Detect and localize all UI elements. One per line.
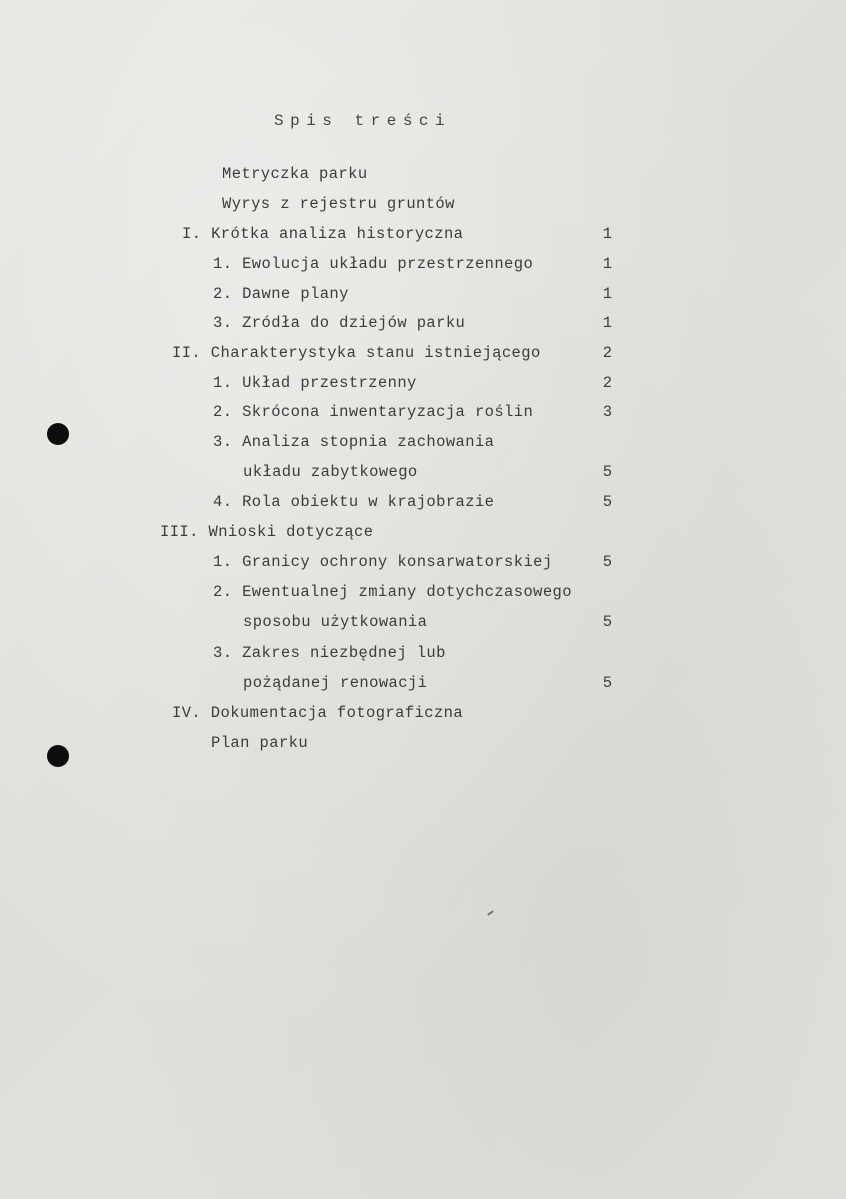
page-title: Spis treści <box>274 112 452 130</box>
toc-entry-text: 3. Analiza stopnia zachowania <box>213 433 495 451</box>
toc-entry-text: 2. Dawne plany <box>213 285 349 303</box>
toc-entry-text: I. Krótka analiza historyczna <box>182 225 464 243</box>
toc-entry-text: pożądanej renowacji <box>243 674 428 692</box>
toc-page-number: 1 <box>602 314 612 332</box>
toc-entry-text: III. Wnioski dotyczące <box>160 523 374 541</box>
toc-entry-text: 1. Układ przestrzenny <box>213 374 417 392</box>
toc-entry-text: 4. Rola obiektu w krajobrazie <box>213 493 495 511</box>
toc-entry-text: układu zabytkowego <box>243 463 418 481</box>
toc-entry-text: 2. Skrócona inwentaryzacja roślin <box>213 403 534 421</box>
toc-entry-text: IV. Dokumentacja fotograficzna <box>172 704 464 722</box>
toc-page-number: 1 <box>602 255 612 273</box>
toc-page-number: 2 <box>602 374 612 392</box>
toc-entry-text: II. Charakterystyka stanu istniejącego <box>172 344 541 362</box>
toc-entry-text: 3. Zakres niezbędnej lub <box>213 644 446 662</box>
toc-entry-text: sposobu użytkowania <box>243 613 428 631</box>
toc-page-number: 5 <box>602 674 612 692</box>
toc-entry-text: Metryczka parku <box>222 165 368 183</box>
toc-page-number: 5 <box>602 463 612 481</box>
toc-page-number: 5 <box>602 553 612 571</box>
toc-entry-text: Wyrys z rejestru gruntów <box>222 195 455 213</box>
toc-entry-text: 1. Ewolucja układu przestrzennego <box>213 255 534 273</box>
punch-hole <box>47 745 69 767</box>
toc-entry-text: 2. Ewentualnej zmiany dotychczasowego <box>213 583 572 601</box>
toc-page-number: 1 <box>602 225 612 243</box>
toc-entry-text: 3. Zródła do dziejów parku <box>213 314 466 332</box>
punch-hole <box>47 423 69 445</box>
toc-page-number: 5 <box>602 613 612 631</box>
toc-page-number: 5 <box>602 493 612 511</box>
toc-page-number: 1 <box>602 285 612 303</box>
toc-entry-text: Plan parku <box>211 734 309 752</box>
toc-page-number: 3 <box>602 403 612 421</box>
paper-speck <box>487 910 494 916</box>
toc-entry-text: 1. Granicy ochrony konsarwatorskiej <box>213 553 553 571</box>
toc-page-number: 2 <box>602 344 612 362</box>
